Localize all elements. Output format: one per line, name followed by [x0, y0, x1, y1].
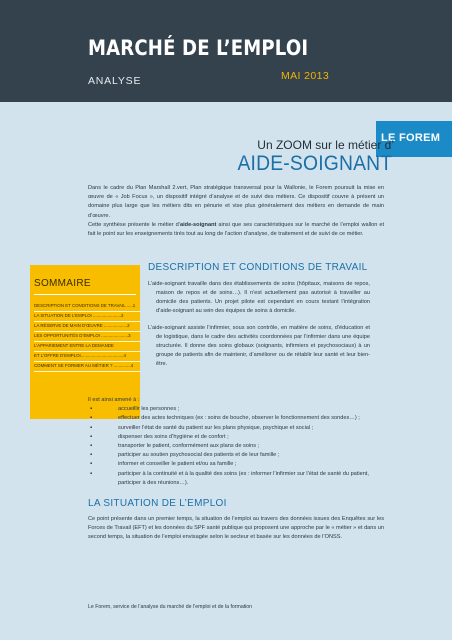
toc-item[interactable]: DESCRIPTION ET CONDITIONS DE TRAVAIL .....1: [34, 302, 140, 312]
task-item: ▪ accueillir les personnes ;: [88, 405, 388, 414]
toc-list: [34, 302, 140, 372]
tasks-block: [88, 396, 388, 488]
toc-divider: [34, 294, 136, 295]
toc-item[interactable]: LES OPPORTUNITÉS D’EMPLOI ......................3: [34, 332, 140, 342]
report-subtitle: ANALYSE: [88, 75, 142, 87]
job-title: AIDE-SOIGNANT: [237, 152, 392, 175]
task-item: ▪ effectuer des actes techniques (ex : soins de bouche, observer le fonctionnement des sondes…) ;: [88, 414, 388, 423]
toc-item[interactable]: ET L’OFFRE D’EMPLOI...................................4: [34, 352, 140, 362]
section-title-situation: LA SITUATION DE L’EMPLOI: [88, 498, 227, 509]
report-header: [0, 0, 452, 102]
task-item: ▪ dispenser des soins d’hygiène et de confort ;: [88, 433, 388, 442]
section-title-description: DESCRIPTION ET CONDITIONS DE TRAVAIL: [148, 262, 368, 273]
description-text: [148, 280, 370, 377]
task-item: ▪ participer à la continuité et à la qualité des soins (ex : informer l’infirmier sur l’état de santé du patient, participer à des réunions…).: [88, 470, 388, 488]
tasks-list: [88, 405, 388, 488]
toc-item[interactable]: COMMENT SE FORMER AU MÉTIER ? ..............4: [34, 362, 140, 372]
intro-paragraph: Dans le cadre du Plan Marshall 2.vert, Plan stratégique transversal pour la Wallonie, le Forem poursuit la mise en œuvre de « Job Focus », un dispositif intégré d’analyse et de suivi des métiers. Ce dispositif couvre à présent un domaine plus large que les métiers dits en pénurie et vise plus généralement des métiers en demande de main d’œuvre.: [88, 185, 384, 219]
toc-item[interactable]: LA SITUATION DE L’EMPLOI .......................2: [34, 312, 140, 322]
task-item: ▪ participer au soutien psychosocial des patients et de leur famille ;: [88, 451, 388, 460]
intro-paragraph-2: [88, 221, 384, 239]
report-date: MAI 2013: [281, 70, 330, 82]
logo-text: LE FOREM: [381, 132, 441, 144]
intro-p2-bold: aide-soignant: [179, 221, 217, 228]
description-paragraph-2: L’aide-soignant assiste l’infirmier, sous son contrôle, en matière de soins, d’éducation et de logistique, dans le cadre des activités coordonnées par l’infirmier dans une équipe structurée. Il donne des soins globaux (soignants, infirmiers et psychosociaux) à un groupe de patients afin de maintenir, d’améliorer ou de rétablir leur santé et leur bien-être.: [148, 325, 370, 367]
toc-item[interactable]: L’APPARIEMENT ENTRE LA DEMANDE: [34, 342, 140, 352]
tasks-lead: Il est ainsi amené à :: [88, 397, 140, 403]
task-item: ▪ transporter le patient, conformément aux plans de soins ;: [88, 442, 388, 451]
zoom-heading: Un ZOOM sur le métier d’: [257, 138, 394, 152]
description-paragraph: L’aide-soignant travaille dans des établissements de soins (hôpitaux, maisons de repos, maison de repos et de soins…). Il n’est actuellement pas autorisé à travailler au domicile des patients. Un projet pilote est cependant en cours testant l’intégration d’aide-soignant au sein des équipes de soins à domicile.: [148, 281, 370, 314]
toc-item[interactable]: LA RÉSERVE DE MAIN D’ŒUVRE ...................2: [34, 322, 140, 332]
situation-text: [88, 515, 384, 543]
toc-title: SOMMAIRE: [34, 278, 91, 289]
task-item: ▪ informer et conseiller le patient et/ou sa famille ;: [88, 460, 388, 469]
intro-p2-start: Cette synthèse présente le métier d’: [88, 221, 180, 228]
page-footer: Le Forem, service de l’analyse du marché de l’emploi et de la formation: [88, 604, 253, 610]
intro-p2-end: ainsi que ses caractéristiques sur le marché de l’emploi wallon et fait le point sur les enseignements tirés tout au long de l’action d’analyse, de traitement et de suivi de ce métier.: [88, 221, 385, 238]
report-title: MARCHÉ DE L’EMPLOI: [88, 36, 309, 60]
task-item: ▪ surveiller l’état de santé du patient sur les plans physique, psychique et social ;: [88, 424, 388, 433]
situation-paragraph: Ce point présente dans un premier temps, la situation de l’emploi au travers des données issues des Enquêtes sur les Forces de Travail (EFT) et les données du SPF santé publique qui proposent une approche par le « métier » et dans un second temps, la situation de l’emploi envisagée selon le secteur et basée sur les données de l’ONSS.: [88, 516, 384, 541]
intro-text: [88, 184, 384, 239]
